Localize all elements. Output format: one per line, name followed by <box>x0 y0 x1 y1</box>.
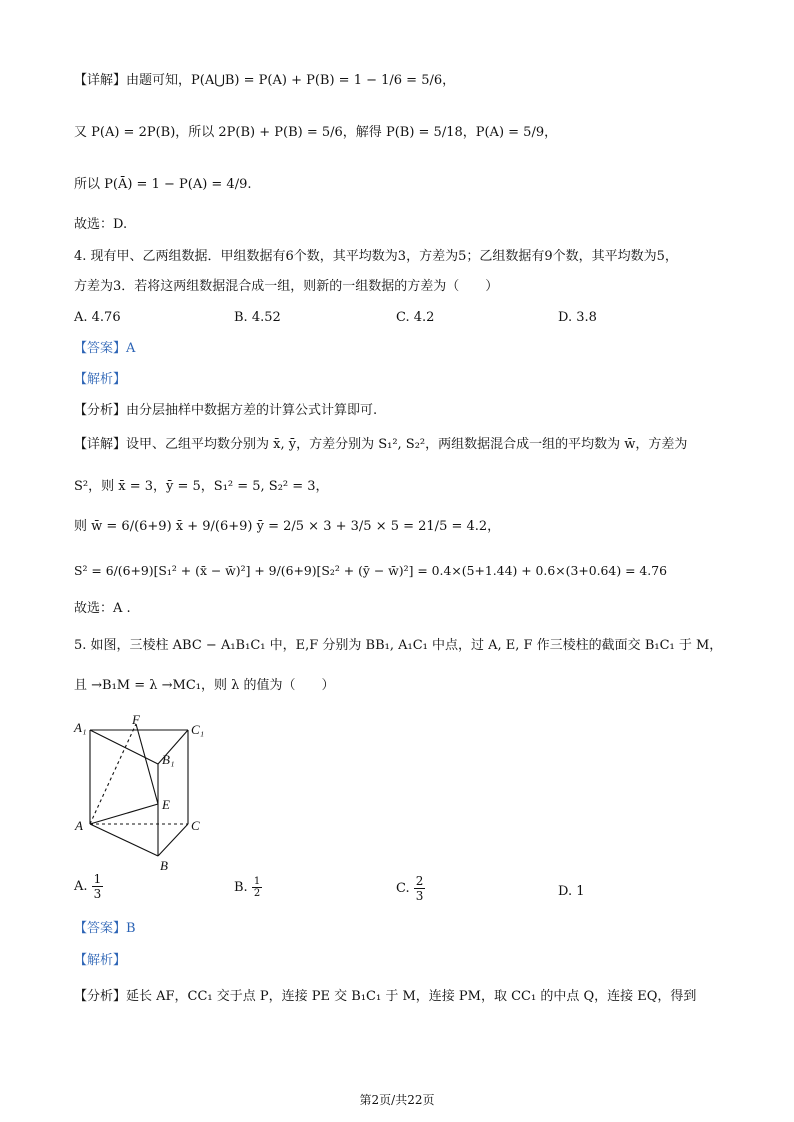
detail-line-q4-1: 【详解】设甲、乙组平均数分别为 x̄, ȳ，方差分别为 S₁², S₂²，两组数据混合成一组的平均数为 w̄，方差为 <box>74 437 688 452</box>
label-f: F <box>132 712 140 727</box>
page-footer: 第2页/共22页 <box>359 1093 435 1107</box>
question-5-line-1: 5. 如图，三棱柱 ABC − A₁B₁C₁ 中，E,F 分别为 BB₁, A₁C₁ 中点，过 A, E, F 作三棱柱的截面交 B₁C₁ 于 M， <box>74 638 723 653</box>
detail-line-q4-2: S²，则 x̄ = 3，ȳ = 5，S₁² = 5, S₂² = 3， <box>74 479 329 494</box>
solution-detail-line-2: 又 P(A) = 2P(B)，所以 2P(B) + P(B) = 5/6，解得 P(B) = 5/18，P(A) = 5/9， <box>74 125 558 140</box>
q5-option-a-label: A. <box>74 879 88 894</box>
label-a: A <box>75 818 83 833</box>
q5-option-a <box>74 872 103 901</box>
q5-option-d: D. 1 <box>558 884 585 899</box>
q5-option-b-label: B. <box>234 880 248 895</box>
answer-tag-q5: 【答案】B <box>74 921 136 936</box>
label-c1: C₁ <box>191 722 205 737</box>
label-b: B <box>160 858 168 872</box>
question-4-line-2: 方差为3．若将这两组数据混合成一组，则新的一组数据的方差为（ ） <box>74 279 499 294</box>
solution-detail-line-1: 【详解】由题可知，P(A⋃B) = P(A) + P(B) = 1 − 1/6 = 5/6， <box>74 73 456 88</box>
q4-option-b: B. 4.52 <box>234 310 281 325</box>
answer-tag-q4: 【答案】A <box>74 341 136 356</box>
q4-option-d: D. 3.8 <box>558 310 597 325</box>
q5-option-b-fraction: $\frac{1}{2}$ <box>253 876 261 899</box>
q4-option-c: C. 4.2 <box>396 310 435 325</box>
label-c: C <box>191 818 200 833</box>
q5-option-c-label: C. <box>396 881 410 896</box>
triangular-prism-figure <box>72 712 212 872</box>
analysis-tag-q4: 【解析】 <box>74 372 127 387</box>
q4-option-a: A. 4.76 <box>74 310 121 325</box>
label-a1: A₁ <box>74 720 87 735</box>
choice-result-line: 故选：D. <box>74 217 128 232</box>
choice-result-q4: 故选：A . <box>74 601 131 616</box>
q5-option-b <box>234 876 262 899</box>
analysis-line-q5: 【分析】延长 AF，CC₁ 交于点 P，连接 PE 交 B₁C₁ 于 M，连接 PM，取 CC₁ 的中点 Q，连接 EQ，得到 <box>74 989 697 1004</box>
analysis-line-q4: 【分析】由分层抽样中数据方差的计算公式计算即可. <box>74 403 378 418</box>
detail-line-q4-4: S² = 6/(6+9)[S₁² + (x̄ − w̄)²] + 9/(6+9)[S₂² + (ȳ − w̄)²] = 0.4×(5+1.44) + 0.6×(3+0.64) = 4.76 <box>74 563 667 578</box>
q5-option-a-fraction: $\frac{1}{3}$ <box>93 872 102 901</box>
question-4-line-1: 4. 现有甲、乙两组数据．甲组数据有6个数，其平均数为3，方差为5；乙组数据有9个数，其平均数为5， <box>74 249 678 264</box>
question-5-line-2: 且 →B₁M = λ →MC₁，则 λ 的值为（ ） <box>74 678 335 693</box>
q5-option-c-fraction: $\frac{2}{3}$ <box>415 874 424 903</box>
solution-detail-line-3: 所以 P(Ā) = 1 − P(A) = 4/9. <box>74 177 252 192</box>
detail-line-q4-3: 则 w̄ = 6/(6+9) x̄ + 9/(6+9) ȳ = 2/5 × 3 + 3/5 × 5 = 21/5 = 4.2， <box>74 519 501 534</box>
analysis-tag-q5: 【解析】 <box>74 953 127 968</box>
label-b1: B₁ <box>162 752 175 767</box>
q5-option-c <box>396 874 425 903</box>
label-e: E <box>162 797 170 812</box>
